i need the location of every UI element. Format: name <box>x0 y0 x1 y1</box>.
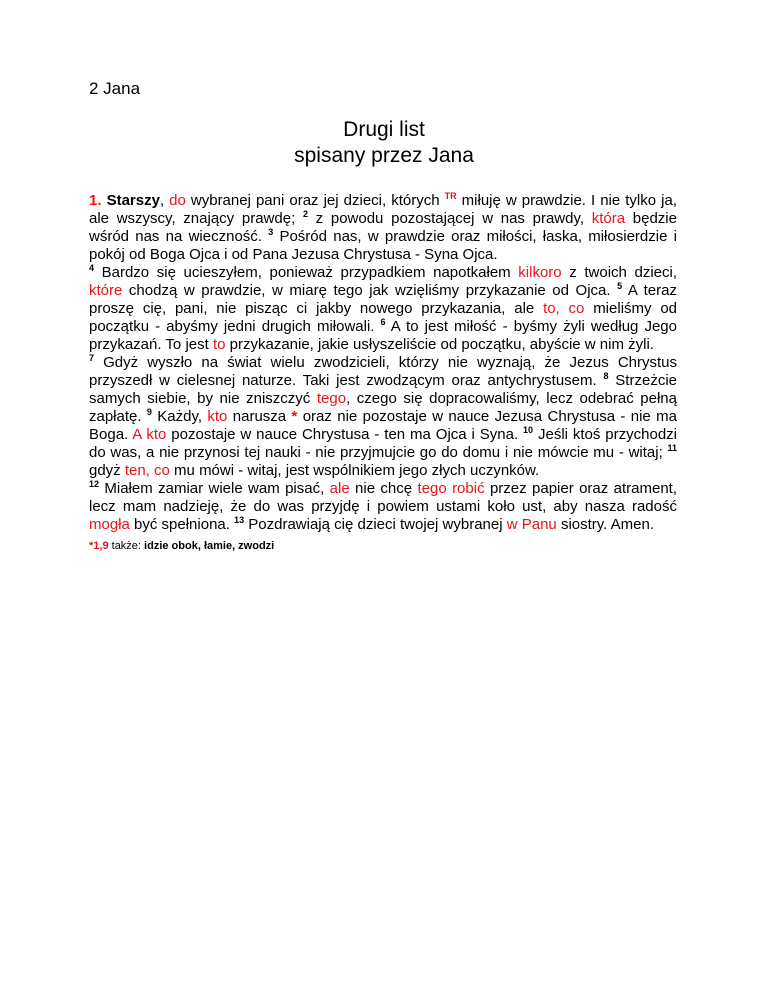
title-line-2: spisany przez Jana <box>294 144 474 167</box>
verse-9-red-1: kto <box>207 408 228 425</box>
verse-5-text-2: mieliśmy od początku - abyśmy jedni drugich miłowali. <box>89 300 678 335</box>
verse-9-text-2: narusza <box>227 408 292 425</box>
verse-number-11: 11 <box>667 443 677 453</box>
verse-1-separator: , <box>159 192 170 209</box>
verse-9-text-1: Każdy, <box>151 408 208 425</box>
tr-marker: TR <box>444 191 457 201</box>
verse-2-text-1: z powodu pozostającej w nas prawdy, <box>307 210 592 227</box>
verse-11-red-1: ten, co <box>124 462 170 479</box>
verse-number-8: 8 <box>603 371 609 381</box>
verse-12-text-3: przez papier oraz atrament, lecz mam nadzieję, że do was przyjdę i powiem ustami koło ust, aby nasza radość <box>89 480 678 515</box>
verse-1-text-1: wybranej pani oraz jej dzieci, których <box>185 192 445 209</box>
verse-12-red-3: mogła <box>89 516 130 533</box>
verse-number-13: 13 <box>234 515 245 525</box>
paragraph-2 <box>89 264 677 354</box>
verse-13-red-1: w Panu <box>506 516 557 533</box>
verse-6-red-1: to <box>212 336 226 353</box>
footnote-reference: *1,9 <box>89 540 109 552</box>
verse-12-text-4: być spełniona. <box>129 516 235 533</box>
verse-number-5: 5 <box>617 281 623 291</box>
verse-13-text-1: Pozdrawiają cię dzieci twojej wybranej <box>244 516 507 533</box>
footnote-text: idzie obok, łamie, zwodzi <box>144 540 275 552</box>
paragraph-4 <box>89 480 677 534</box>
verse-3-text-1: Pośród nas, w prawdzie oraz miłości, łaska, miłosierdzie i pokój od Boga Ojca i od Pana Jezusa Chrystusa - Syna Ojca. <box>89 228 677 263</box>
verse-9-text-3: oraz nie pozostaje w nauce Jezusa Chrystusa - nie ma Boga. <box>89 408 677 443</box>
verse-number-2: 2 <box>302 209 308 219</box>
verse-5-red-1: to, co <box>543 300 585 317</box>
chapter-number: 1. <box>89 192 102 209</box>
verse-12-text-1: Miałem zamiar wiele wam pisać, <box>99 480 330 497</box>
verse-number-6: 6 <box>380 317 386 327</box>
title-line-1: Drugi list <box>343 118 425 141</box>
verse-11-text-2: mu mówi - witaj, jest wspólnikiem jego złych uczynków. <box>169 462 540 479</box>
verse-8-red-1: tego <box>316 390 347 407</box>
verse-4-text-3: chodzą w prawdzie, w miarę tego jak wzięliśmy przykazanie od Ojca. <box>122 282 618 299</box>
verse-12-red-1: ale <box>329 480 350 497</box>
verse-7-text-1: Gdyż wyszło na świat wielu zwodzicieli, którzy nie wyznają, że Jezus Chrystus przyszedł w cielesnej naturze. Taki jest zwodzącym oraz antychrystusem. <box>89 354 677 389</box>
footnote-label: także: <box>108 540 145 552</box>
footnote-marker[interactable]: * <box>291 408 298 425</box>
verse-5-text-1: A teraz proszę cię, pani, nie pisząc ci jakby nowego przykazania, ale <box>89 282 677 317</box>
verse-1-first-word: Starszy <box>106 192 160 209</box>
verse-8-text-1: Strzeżcie samych siebie, by nie zniszczyć <box>89 372 677 407</box>
page-title <box>0 117 768 169</box>
verse-6-text-2: przykazanie, jakie usłyszeliście od początku, abyście w nim żyli. <box>225 336 654 353</box>
chapter-text <box>89 192 677 534</box>
paragraph-1 <box>89 192 677 264</box>
verse-number-7: 7 <box>89 353 95 363</box>
verse-9-red-2: A kto <box>132 426 167 443</box>
footnote <box>89 540 274 552</box>
verse-2-red-1: która <box>591 210 626 227</box>
verse-1-red-1: do <box>169 192 186 209</box>
verse-12-red-2: tego robić <box>417 480 485 497</box>
verse-number-9: 9 <box>146 407 152 417</box>
verse-number-4: 4 <box>89 263 95 273</box>
verse-number-3: 3 <box>268 227 274 237</box>
verse-11-text-1: gdyż <box>89 462 125 479</box>
verse-1-text-2: miłuję w prawdzie. I nie tylko ja, ale wszyscy, znający prawdę; <box>89 192 677 227</box>
verse-4-text-2: z twoich dzieci, <box>561 264 677 281</box>
verse-2-text-2: będzie wśród nas na wieczność. <box>89 210 677 245</box>
verse-4-text-1: Bardzo się ucieszyłem, ponieważ przypadkiem napotkałem <box>94 264 519 281</box>
paragraph-3 <box>89 354 677 480</box>
verse-6-text-1: A to jest miłość - byśmy żyli według Jego przykazań. To jest <box>89 318 677 353</box>
verse-number-12: 12 <box>89 479 100 489</box>
verse-4-red-2: które <box>89 282 123 299</box>
book-reference: 2 Jana <box>89 79 141 98</box>
verse-8-text-2: , czego się dopracowaliśmy, lecz odebrać pełną zapłatę. <box>89 390 677 425</box>
verse-4-red-1: kilkoro <box>518 264 562 281</box>
verse-12-text-2: nie chcę <box>349 480 418 497</box>
verse-number-10: 10 <box>523 425 534 435</box>
verse-10-text-1: Jeśli ktoś przychodzi do was, a nie przynosi tej nauki - nie przyjmujcie go do domu i nie mówcie mu - witaj; <box>89 426 678 461</box>
verse-9-text-4: pozostaje w nauce Chrystusa - ten ma Ojca i Syna. <box>166 426 524 443</box>
verse-13-text-2: siostry. Amen. <box>556 516 655 533</box>
